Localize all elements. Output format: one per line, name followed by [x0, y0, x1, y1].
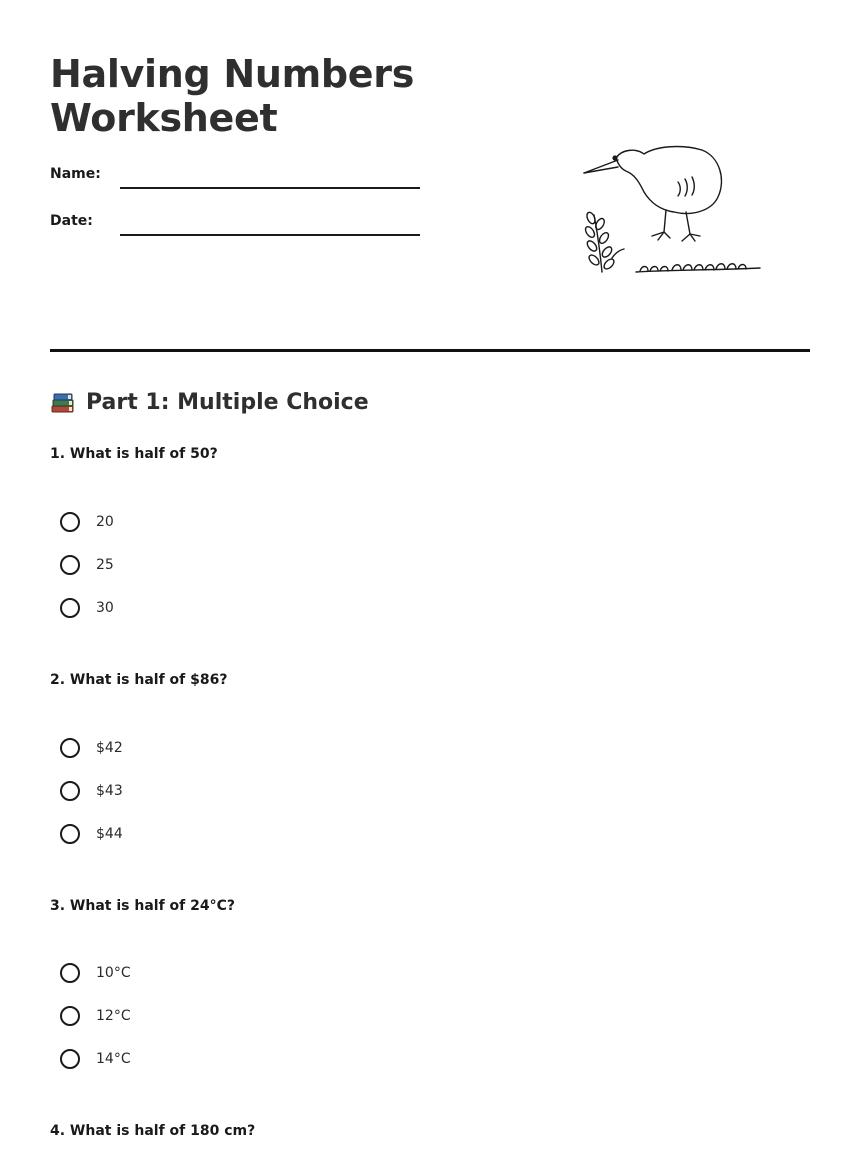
books-icon: [50, 390, 76, 416]
question-3: 3. What is half of 24°C?: [50, 898, 236, 914]
question-3-option-2[interactable]: [60, 1004, 131, 1028]
part1-heading: [50, 388, 369, 418]
radio-button[interactable]: [60, 963, 80, 983]
date-label: Date:: [50, 213, 93, 229]
radio-button[interactable]: [60, 1006, 80, 1026]
option-label: 12°C: [96, 1008, 131, 1024]
radio-button[interactable]: [60, 738, 80, 758]
radio-button[interactable]: [60, 598, 80, 618]
option-label: $42: [96, 740, 123, 756]
radio-button[interactable]: [60, 555, 80, 575]
question-1-option-3[interactable]: [60, 596, 114, 620]
name-field[interactable]: [120, 187, 420, 189]
part1-heading-text: Part 1: Multiple Choice: [86, 390, 369, 415]
title-line-2: Worksheet: [50, 96, 278, 140]
question-1-option-1[interactable]: [60, 510, 114, 534]
option-label: 10°C: [96, 965, 131, 981]
option-label: 14°C: [96, 1051, 131, 1067]
name-label: Name:: [50, 166, 101, 182]
question-2-option-1[interactable]: [60, 736, 123, 760]
question-1-option-2[interactable]: [60, 553, 114, 577]
question-3-option-3[interactable]: [60, 1047, 131, 1071]
option-label: $44: [96, 826, 123, 842]
question-2: 2. What is half of $86?: [50, 672, 228, 688]
option-label: 30: [96, 600, 114, 616]
option-label: $43: [96, 783, 123, 799]
title-line-1: Halving Numbers: [50, 52, 415, 96]
question-2-option-2[interactable]: [60, 779, 123, 803]
radio-button[interactable]: [60, 1049, 80, 1069]
radio-button[interactable]: [60, 512, 80, 532]
question-1: 1. What is half of 50?: [50, 446, 218, 462]
question-2-option-3[interactable]: [60, 822, 123, 846]
option-label: 25: [96, 557, 114, 573]
question-3-option-1[interactable]: [60, 961, 131, 985]
worksheet-title: [50, 52, 414, 140]
question-4: 4. What is half of 180 cm?: [50, 1123, 256, 1139]
radio-button[interactable]: [60, 781, 80, 801]
section-divider: [50, 349, 810, 352]
radio-button[interactable]: [60, 824, 80, 844]
date-field[interactable]: [120, 234, 420, 236]
option-label: 20: [96, 514, 114, 530]
kiwi-bird-icon: [578, 140, 768, 285]
